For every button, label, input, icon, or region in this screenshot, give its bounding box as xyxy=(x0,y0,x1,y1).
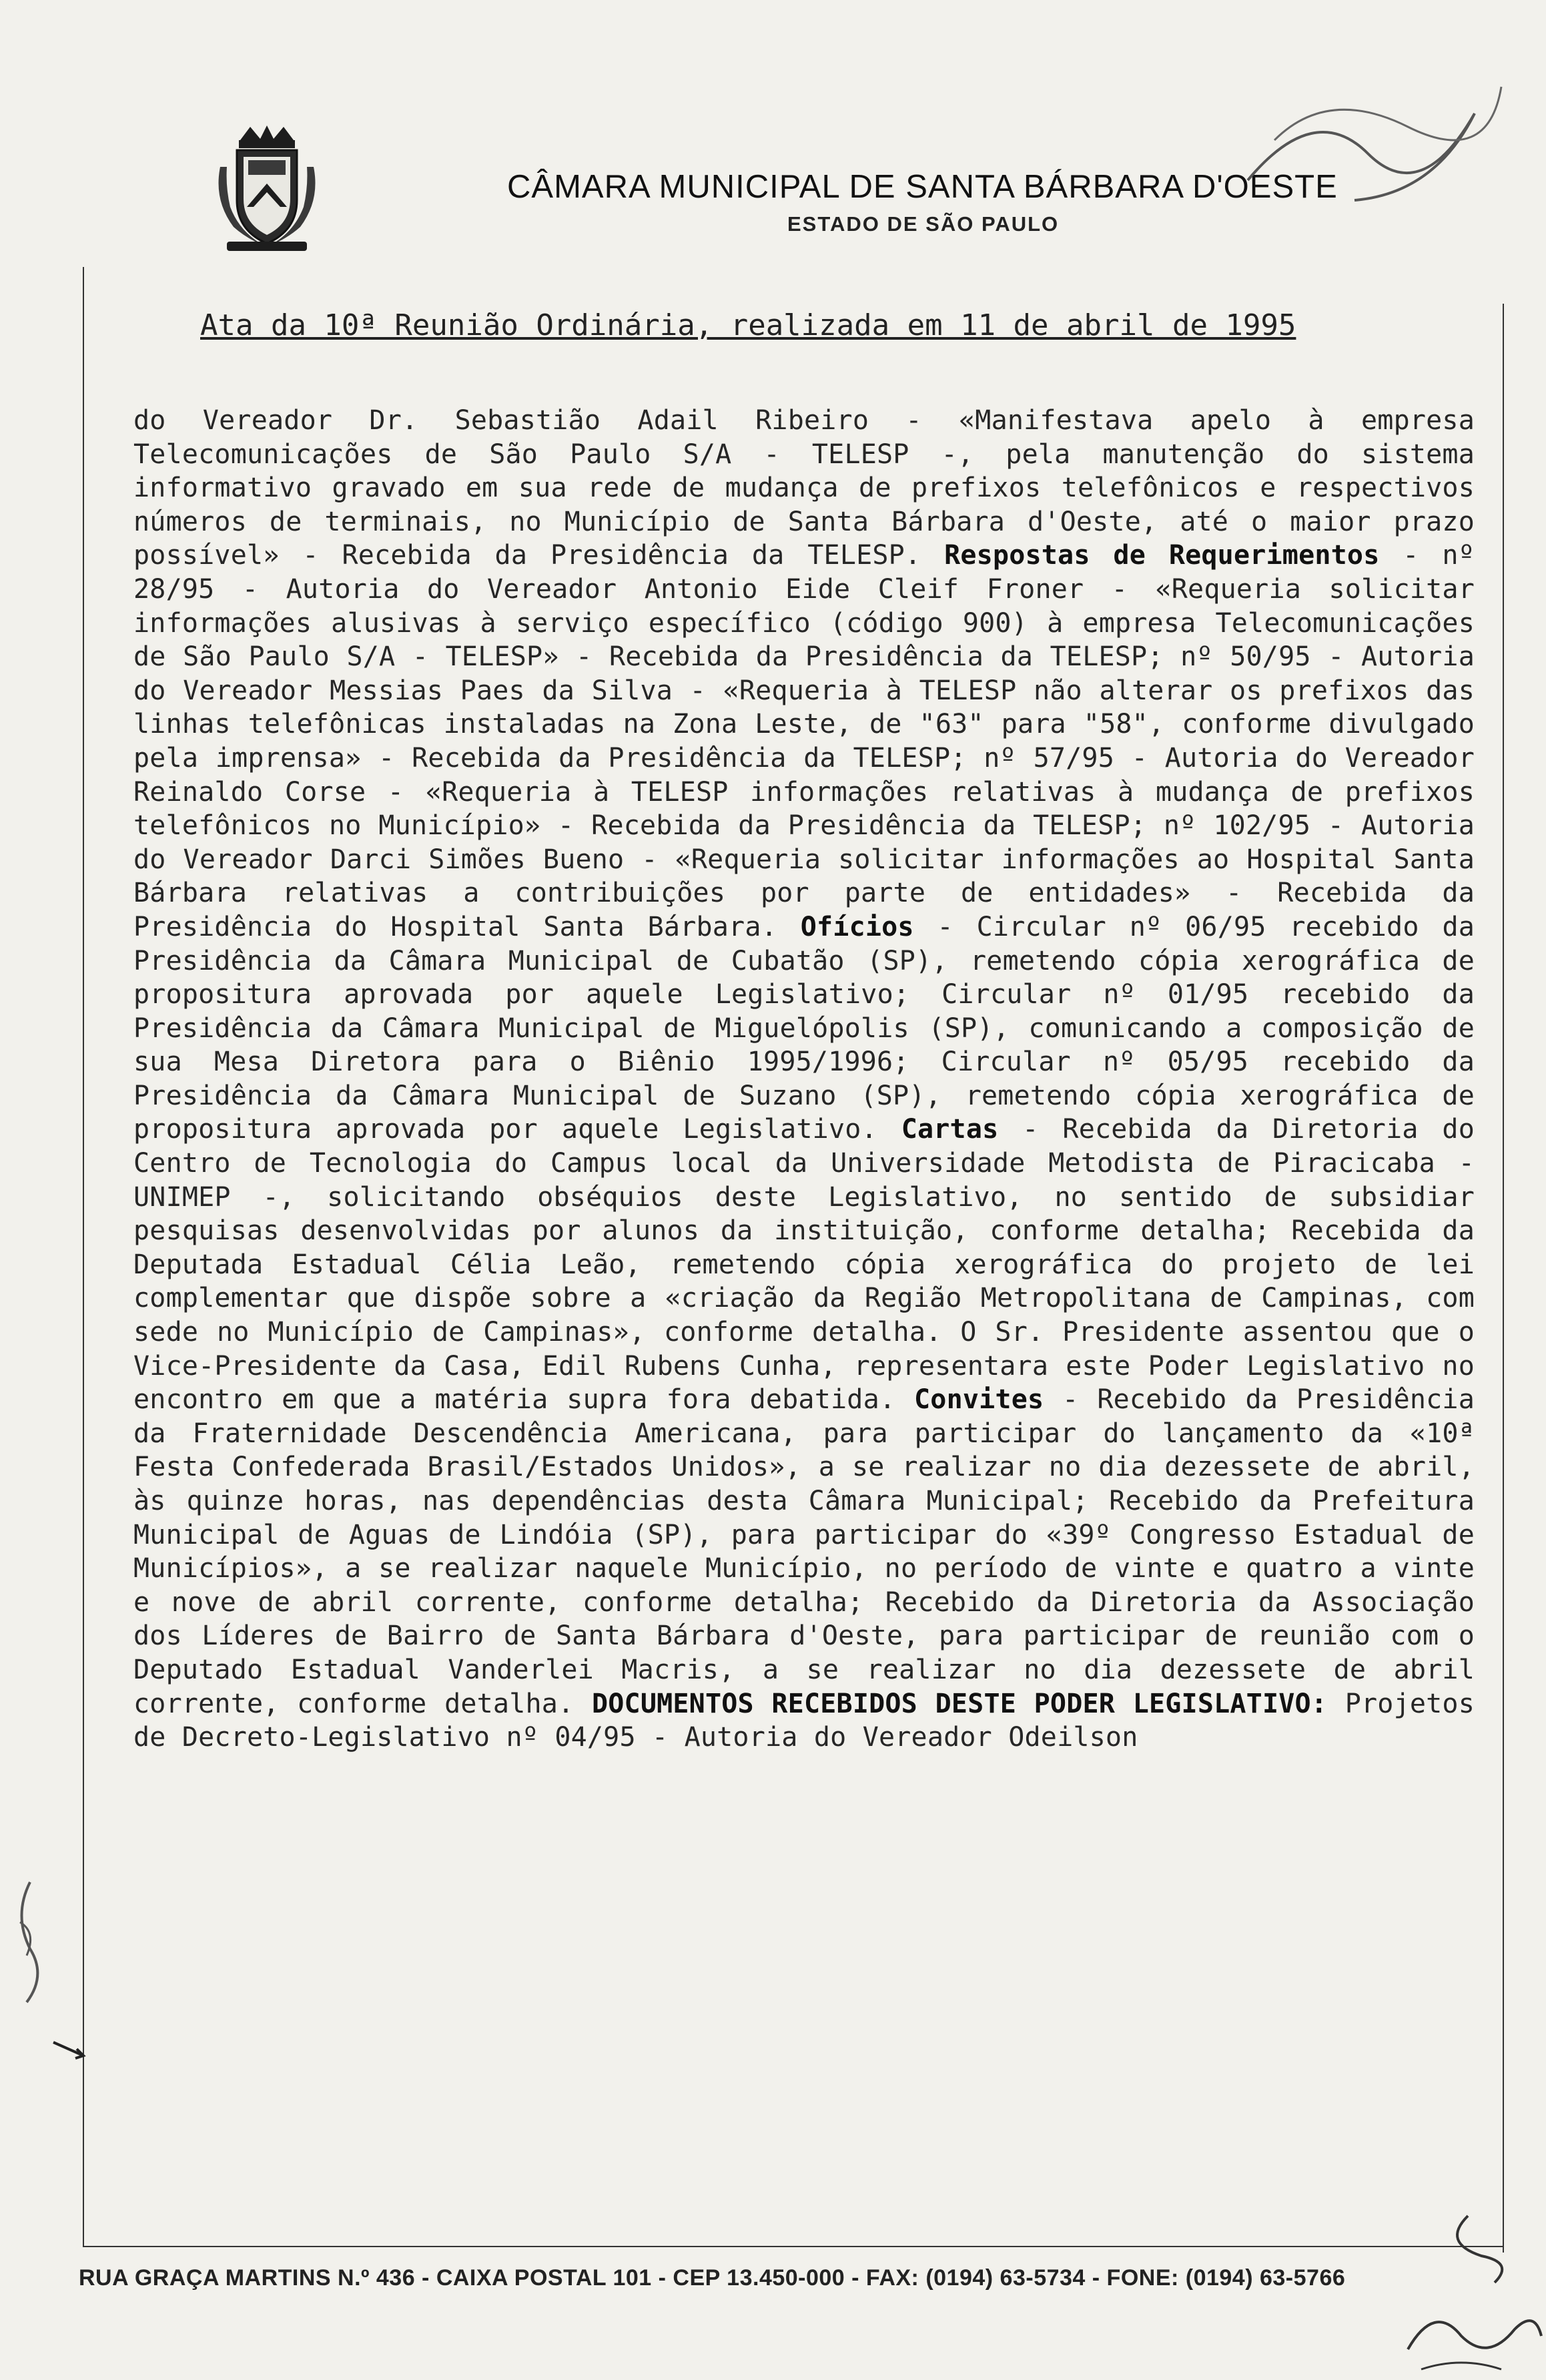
body-run: Projetos de Decreto-Legislativo nº 04/95 - Autoria do Vereador Odeilson xyxy=(133,1688,1475,1753)
body-run: - Recebido da Presidência da Fraternidade Descendência Americana, para participar do lançamento da «10ª Festa Confederada Brasil/Estados Unidos», a se realizar no dia dezessete de abril, às quinze horas, nas dependências desta Câmara Municipal; Recebido da Prefeitura Municipal de Aguas de Lindóia (SP), para participar do «39º Congresso Estadual de Municípios», a se realizar naquele Município, no período de vinte e quatro a vinte e nove de abril corrente, conforme detalha; Recebido da Diretoria da Associação dos Líderes de Bairro de Santa Bárbara d'Oeste, para participar de reunião com o Deputado Estadual Vanderlei Macris, a se realizar no dia dezessete de abril corrente, conforme detalha. xyxy=(133,1384,1475,1719)
body-run: - Recebida da Diretoria do Centro de Tecnologia do Campus local da Universidade Metodista de Piracicaba - UNIMEP -, solicitando obséquios deste Legislativo, no sentido de subsidiar pesquisas desenvolvidas por alunos da instituição, conforme detalha; Recebida da Deputada Estadual Célia Leão, remetendo cópia xerográfica do projeto de lei complementar que dispõe sobre a «criação da Região Metropolitana de Campinas, com sede no Município de Campinas», conforme detalha. O Sr. Presidente assentou que o Vice-Presidente da Casa, Edil Rubens Cunha, representara este Poder Legislativo no encontro em que a matéria supra fora debatida. xyxy=(133,1114,1475,1416)
footer-address: RUA GRAÇA MARTINS N.º 436 - CAIXA POSTAL 101 - CEP 13.450-000 - FAX: (0194) 63-5734 - FONE: (0194) 63-5766 xyxy=(79,2265,1346,2291)
section-label-convites: Convites xyxy=(914,1384,1044,1416)
institution-title: CÂMARA MUNICIPAL DE SANTA BÁRBARA D'OESTE xyxy=(507,169,1338,205)
section-label-respostas: Respostas de Requerimentos xyxy=(944,540,1380,571)
body-run: do Vereador Dr. Sebastião Adail Ribeiro - «Manifestava apelo à empresa Telecomunicações de São Paulo S/A - TELESP -, pela manutenção do sistema informativo gravado em sua rede de mudança de prefixos telefônicos e respectivos números de terminais, no Município de Santa Bárbara d'Oeste, até o maior prazo possível» - Recebida da Presidência da TELESP. xyxy=(133,405,1475,571)
body-run: - Circular nº 06/95 recebido da Presidência da Câmara Municipal de Cubatão (SP), remetendo cópia xerográfica de propositura aprovada por aquele Legislativo; Circular nº 01/95 recebido da Presidência da Câmara Municipal de Miguelópolis (SP), comunicando a composição de sua Mesa Diretora para o Biênio 1995/1996; Circular nº 05/95 recebido da Presidência da Câmara Municipal de Suzano (SP), remetendo cópia xerográfica de propositura aprovada por aquele Legislativo. xyxy=(133,911,1475,1145)
signature-top-right-icon xyxy=(1234,60,1515,234)
frame-bottom-rule xyxy=(83,2246,1504,2247)
institution-state: ESTADO DE SÃO PAULO xyxy=(787,212,1060,236)
section-label-oficios: Ofícios xyxy=(800,911,914,942)
minutes-body xyxy=(133,404,1475,1755)
body-run: - nº 28/95 - Autoria do Vereador Antonio Eide Cleif Froner - «Requeria solicitar informações alusivas à serviço específico (código 900) à empresa Telecomunicações de São Paulo S/A - TELESP» - Recebida da Presidência da TELESP; nº 50/95 - Autoria do Vereador Messias Paes da Silva - «Requeria à TELESP não alterar os prefixos das linhas telefônicas instaladas na Zona Leste, de "63" para "58", conforme divulgado pela imprensa» - Recebida da Presidência da TELESP; nº 57/95 - Autoria do Vereador Reinaldo Corse - «Requeria à TELESP informações relativas à mudança de prefixos telefônicos no Município» - Recebida da Presidência da TELESP; nº 102/95 - Autoria do Vereador Darci Simões Bueno - «Requeria solicitar informações ao Hospital Santa Bárbara relativas a contribuições por parte de entidades» - Recebida da Presidência do Hospital Santa Bárbara. xyxy=(133,540,1475,942)
section-label-cartas: Cartas xyxy=(901,1114,999,1145)
arrow-mark-icon xyxy=(50,2036,90,2062)
section-label-documentos: DOCUMENTOS RECEBIDOS DESTE PODER LEGISLATIVO: xyxy=(591,1688,1328,1719)
municipal-crest-icon xyxy=(200,120,334,254)
initials-margin-icon xyxy=(7,1875,53,2009)
frame-left-rule xyxy=(83,267,84,2246)
frame-right-rule xyxy=(1503,304,1504,2253)
minutes-heading: Ata da 10ª Reunião Ordinária, realizada em 11 de abril de 1995 xyxy=(200,308,1296,342)
signature-bottom-right-icon xyxy=(1381,2202,1546,2380)
